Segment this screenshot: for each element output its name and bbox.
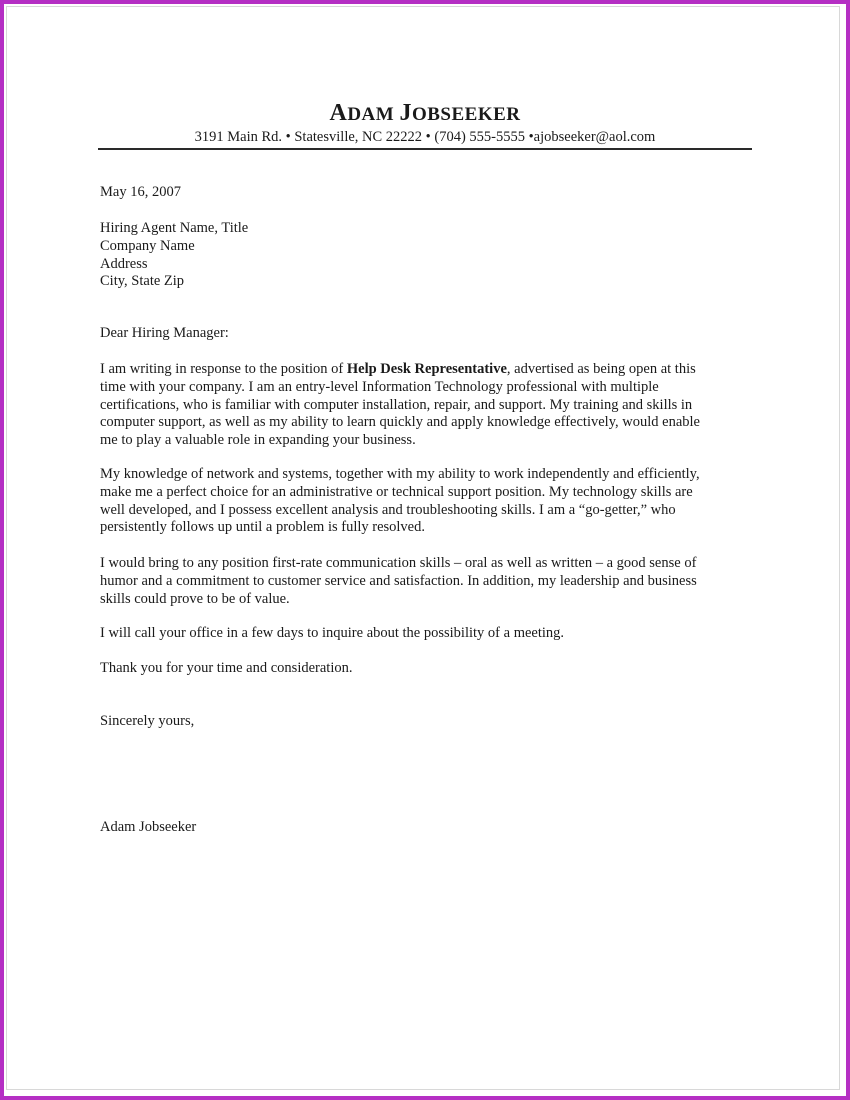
paragraph-line: well developed, and I possess excellent analysis and troubleshooting skills. I am a “go-getter,” who bbox=[100, 501, 676, 518]
paragraph-1 bbox=[100, 361, 760, 450]
paragraph-3 bbox=[100, 555, 760, 608]
salutation: Dear Hiring Manager: bbox=[100, 325, 229, 341]
recipient-address bbox=[100, 220, 760, 291]
paragraph-line: humor and a commitment to customer service and satisfaction. In addition, my leadership and business bbox=[100, 572, 697, 589]
letterhead-contact: 3191 Main Rd. • Statesville, NC 22222 • (704) 555-5555 •ajobseeker@aol.com bbox=[194, 129, 656, 145]
position-title: Help Desk Representative bbox=[346, 361, 507, 377]
paragraph-5: Thank you for your time and consideration. bbox=[100, 660, 353, 676]
paragraph-line: time with your company. I am an entry-level Information Technology professional with multiple bbox=[100, 378, 659, 395]
paragraph-line: computer support, as well as my ability to learn quickly and apply knowledge effectively, would enable bbox=[100, 414, 700, 431]
paragraph-line: I am writing in response to the position of Help Desk Representative, advertised as being open at this bbox=[100, 361, 696, 377]
letterhead-name: ADAM JOBSEEKER bbox=[329, 100, 521, 126]
recipient-line: Company Name bbox=[100, 237, 195, 254]
paragraph-line: I would bring to any position first-rate communication skills – oral as well as written – a good sense of bbox=[100, 555, 697, 571]
closing: Sincerely yours, bbox=[100, 713, 195, 729]
letterhead-divider bbox=[98, 148, 752, 150]
recipient-line: Address bbox=[100, 255, 148, 272]
paragraph-line: persistently follows up until a problem is fully resolved. bbox=[100, 519, 425, 536]
recipient-line: City, State Zip bbox=[100, 273, 185, 290]
paragraph-line: skills could prove to be of value. bbox=[100, 590, 290, 607]
letter-date: May 16, 2007 bbox=[100, 184, 181, 200]
paragraph-line: make me a perfect choice for an administrative or technical support position. My technology skills are bbox=[100, 483, 693, 500]
recipient-line: Hiring Agent Name, Title bbox=[100, 220, 249, 236]
paragraph-line: me to play a valuable role in expanding your business. bbox=[100, 432, 416, 449]
paragraph-2 bbox=[100, 466, 760, 537]
signature-name: Adam Jobseeker bbox=[100, 819, 197, 835]
paragraph-line: My knowledge of network and systems, together with my ability to work independently and efficiently, bbox=[100, 466, 700, 482]
paragraph-line: certifications, who is familiar with computer installation, repair, and support. My training and skills in bbox=[100, 396, 693, 413]
page-inner-border bbox=[6, 6, 840, 1090]
paragraph-4: I will call your office in a few days to inquire about the possibility of a meeting. bbox=[100, 625, 565, 641]
